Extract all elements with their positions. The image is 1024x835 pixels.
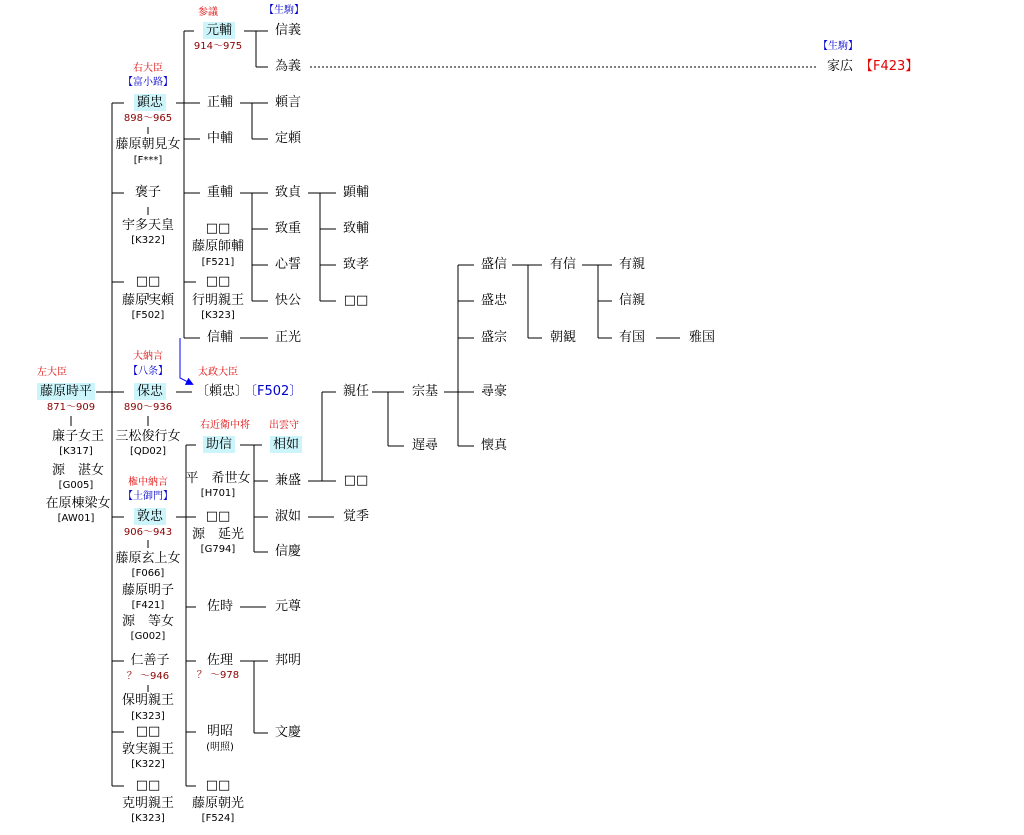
atsutada-house: 【土御門】 xyxy=(123,491,173,502)
person-kuniaki[interactable]: 邦明 xyxy=(274,653,302,668)
akitada-title: 右大臣 xyxy=(133,63,163,74)
person-tameyoshi[interactable]: 為義 xyxy=(274,59,302,74)
person-munesuke[interactable]: 致輔 xyxy=(342,221,370,236)
yasutada-title: 大納言 xyxy=(133,351,163,362)
person-daughter-5[interactable]: □□ xyxy=(135,778,161,793)
daughter-3-husband-ref: [K323] xyxy=(201,310,235,321)
nizeko-years: ？ ～946 xyxy=(126,671,170,682)
atsutada-wife-1-ref: [F066] xyxy=(131,568,165,579)
akitada-house: 【富小路】 xyxy=(123,77,173,88)
person-akisuke2[interactable]: 顕輔 xyxy=(342,185,370,200)
tokihira-years: 871～909 xyxy=(46,402,96,413)
daughter-4-husband-ref: [K322] xyxy=(131,759,165,770)
shigesuke-wife-ref: [F521] xyxy=(201,257,235,268)
person-morimune[interactable]: 盛宗 xyxy=(480,330,508,345)
adopted-yoritada[interactable]: 〔頼忠〕 xyxy=(196,384,249,399)
atsutada-daughter-1-husband-ref: [G794] xyxy=(200,544,236,555)
person-yasutada[interactable]: 保忠 xyxy=(134,383,166,400)
person-meisho[interactable]: 明昭 xyxy=(206,724,234,739)
person-morinobu[interactable]: 盛信 xyxy=(480,257,508,272)
person-atsutada[interactable]: 敦忠 xyxy=(134,508,166,525)
adoption-arrow xyxy=(180,338,192,384)
sukemasa-years: ？ ～978 xyxy=(196,670,240,681)
person-nizeko[interactable]: 仁善子 xyxy=(130,653,170,668)
person-kishi[interactable]: 褒子 xyxy=(134,185,162,200)
aiyuki-title: 出雲守 xyxy=(269,420,299,431)
atsutada-title: 権中納言 xyxy=(128,477,168,488)
adopted-ref[interactable]: 〔F502〕 xyxy=(244,384,303,399)
person-chijin[interactable]: 遅尋 xyxy=(411,438,439,453)
nizeko-husband-ref: [K323] xyxy=(131,711,165,722)
motosuke-years: 914～975 xyxy=(193,41,243,52)
person-nobuchika[interactable]: 信親 xyxy=(618,293,646,308)
person-kaishin[interactable]: 懐真 xyxy=(480,438,508,453)
person-nobusuke[interactable]: 信輔 xyxy=(206,330,234,345)
person-munemoto[interactable]: 宗基 xyxy=(411,384,439,399)
person-aiyuki[interactable]: 相如 xyxy=(270,436,302,453)
daughter-2-husband: 藤原実頼 xyxy=(121,293,175,308)
shigesuke-wife-ref-name: 藤原師輔 xyxy=(191,239,245,254)
person-arichika[interactable]: 有親 xyxy=(618,257,646,272)
person-masamitsu[interactable]: 正光 xyxy=(274,330,302,345)
meisho-alt: (明照) xyxy=(206,742,234,753)
person-nobuyoshi[interactable]: 信義 xyxy=(274,23,302,38)
person-chikato[interactable]: 親任 xyxy=(342,384,370,399)
yasutada-wife-ref: [QD02] xyxy=(129,446,167,457)
person-yorinori[interactable]: 頼言 xyxy=(274,95,302,110)
sukenobu-wife: 平 希世女 xyxy=(185,471,251,486)
daughter-5-husband-ref: [K323] xyxy=(131,813,165,824)
motosuke-title: 参議 xyxy=(198,7,218,18)
atsutada-daughter-1-husband: 源 延光 xyxy=(191,527,245,542)
tokihira-wife-2: 源 湛女 xyxy=(51,463,105,478)
atsutada-wife-3-ref: [G002] xyxy=(130,631,166,642)
person-akitada[interactable]: 顕忠 xyxy=(134,94,166,111)
person-arikuni[interactable]: 有国 xyxy=(618,330,646,345)
atsutada-wife-2: 藤原明子 xyxy=(121,583,175,598)
person-atsutada-daughter-2[interactable]: □□ xyxy=(205,778,231,793)
person-masakuni[interactable]: 雅国 xyxy=(688,330,716,345)
person-sukenobu[interactable]: 助信 xyxy=(203,436,235,453)
person-nobuyoshi-2[interactable]: 信慶 xyxy=(274,544,302,559)
yasutada-wife: 三松俊行女 xyxy=(115,429,181,444)
yasutada-house: 【八条】 xyxy=(128,366,168,377)
person-kanemori[interactable]: 兼盛 xyxy=(274,473,302,488)
person-daughter-2[interactable]: □□ xyxy=(135,274,161,289)
tokihira-wife-1-ref: [K317] xyxy=(59,446,93,457)
person-nakasuke[interactable]: 中輔 xyxy=(206,131,234,146)
atsutada-years: 906～943 xyxy=(123,527,173,538)
shigesuke-wife: □□ xyxy=(205,221,231,236)
daughter-2-husband-ref: [F502] xyxy=(131,310,165,321)
akitada-wife: 藤原朝見女 xyxy=(115,137,181,152)
sukenobu-wife-ref: [H701] xyxy=(200,488,236,499)
tokihira-wife-2-ref: [G005] xyxy=(58,480,94,491)
daughter-3-husband: 行明親王 xyxy=(191,293,245,308)
person-munetaka[interactable]: 致孝 xyxy=(342,257,370,272)
kishi-husband: 宇多天皇 xyxy=(121,218,175,233)
person-tomomi[interactable]: 朝観 xyxy=(549,330,577,345)
atsutada-daughter-2-husband-ref: [F524] xyxy=(201,813,235,824)
tokihira-title: 左大臣 xyxy=(37,367,67,378)
tokihira-wife-3: 在原棟梁女 xyxy=(45,496,111,511)
person-bunkei[interactable]: 文慶 xyxy=(274,725,302,740)
person-moritada[interactable]: 盛忠 xyxy=(480,293,508,308)
person-motosuke[interactable]: 元輔 xyxy=(203,22,235,39)
person-shinkei[interactable]: 心誓 xyxy=(274,257,302,272)
person-yoshiyuki[interactable]: 淑如 xyxy=(274,509,302,524)
person-suketoki[interactable]: 佐時 xyxy=(206,599,234,614)
atsutada-wife-3: 源 等女 xyxy=(121,614,175,629)
atsutada-wife-2-ref: [F421] xyxy=(131,600,165,611)
daughter-4-husband: 敦実親王 xyxy=(121,742,175,757)
kishi-husband-ref: [K322] xyxy=(131,235,165,246)
person-unknown-1[interactable]: □□ xyxy=(343,293,369,308)
iehiro-house: 【生駒】 xyxy=(818,41,858,52)
person-shigesuke[interactable]: 重輔 xyxy=(206,185,234,200)
tokihira-wife-3-ref: [AW01] xyxy=(57,513,95,524)
person-tokihira[interactable]: 藤原時平 xyxy=(37,383,95,400)
person-arinobu[interactable]: 有信 xyxy=(549,257,577,272)
atsutada-daughter-2-husband: 藤原朝光 xyxy=(191,796,245,811)
iehiro-ref[interactable]: 【F423】 xyxy=(860,59,919,74)
akitada-years: 898～965 xyxy=(123,113,173,124)
yasutada-years: 890～936 xyxy=(123,402,173,413)
person-sadayori[interactable]: 定頼 xyxy=(274,131,302,146)
person-unknown-2[interactable]: □□ xyxy=(343,473,369,488)
person-daughter-4[interactable]: □□ xyxy=(135,724,161,739)
person-kaiko[interactable]: 快公 xyxy=(274,293,302,308)
atsutada-wife-1: 藤原玄上女 xyxy=(115,551,181,566)
person-munesada[interactable]: 致貞 xyxy=(274,185,302,200)
akitada-wife-ref: [F***] xyxy=(133,155,163,166)
person-atsutada-daughter-1[interactable]: □□ xyxy=(205,509,231,524)
daughter-5-husband: 克明親王 xyxy=(121,796,175,811)
person-sukemasa[interactable]: 佐理 xyxy=(206,653,234,668)
person-iehiro[interactable]: 家広 xyxy=(826,59,854,74)
person-motonori[interactable]: 元尊 xyxy=(274,599,302,614)
sukenobu-title: 右近衛中将 xyxy=(200,420,250,431)
person-muneshige[interactable]: 致重 xyxy=(274,221,302,236)
person-masasuke[interactable]: 正輔 xyxy=(206,95,234,110)
person-kakuki[interactable]: 覚季 xyxy=(342,509,370,524)
motosuke-house: 【生駒】 xyxy=(264,5,304,16)
adopted-title: 太政大臣 xyxy=(198,367,238,378)
person-jingou[interactable]: 尋豪 xyxy=(480,384,508,399)
nizeko-husband: 保明親王 xyxy=(121,693,175,708)
person-daughter-3[interactable]: □□ xyxy=(205,274,231,289)
tokihira-wife-1: 廉子女王 xyxy=(51,429,105,444)
